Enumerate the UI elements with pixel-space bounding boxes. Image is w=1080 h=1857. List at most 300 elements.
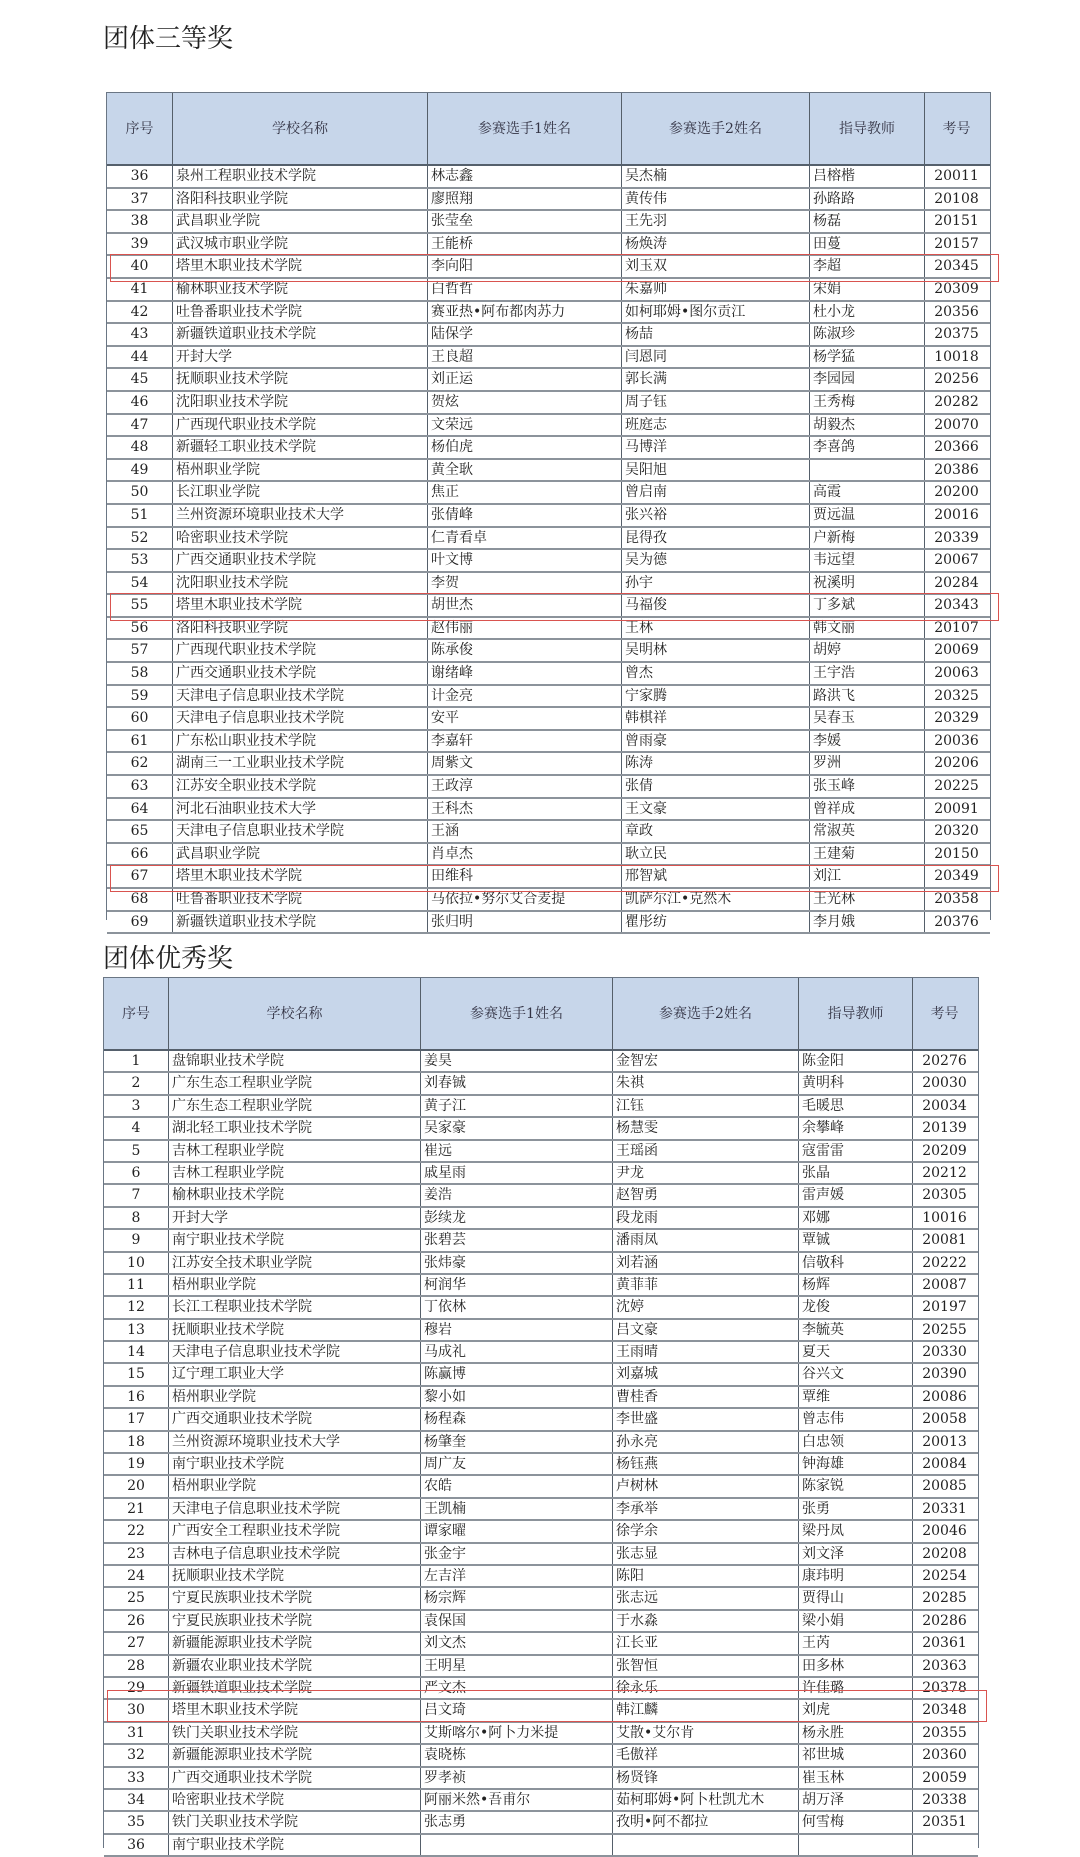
cell-advisor: 梁丹凤 bbox=[799, 1521, 913, 1541]
cell-player1: 黄子江 bbox=[421, 1096, 613, 1116]
cell-player2: 卢树林 bbox=[613, 1476, 799, 1496]
cell-advisor: 张晶 bbox=[799, 1163, 913, 1183]
cell-player2: 刘若涵 bbox=[613, 1253, 799, 1273]
table-row bbox=[107, 302, 990, 325]
cell-advisor: 王宇浩 bbox=[810, 663, 925, 684]
table-row bbox=[107, 369, 990, 392]
cell-advisor: 李月娥 bbox=[810, 912, 925, 933]
table-row bbox=[107, 324, 990, 347]
cell-player2: 王文豪 bbox=[622, 799, 810, 820]
cell-school: 广西交通职业技术学院 bbox=[169, 1409, 421, 1429]
cell-advisor: 刘江 bbox=[810, 866, 925, 887]
cell-exam-no: 20085 bbox=[922, 1478, 967, 1495]
table-row bbox=[104, 1118, 978, 1140]
cell-player2: 杨喆 bbox=[622, 324, 810, 345]
cell-player2: 朱嘉帅 bbox=[622, 279, 810, 300]
cell-advisor: 杨辉 bbox=[799, 1275, 913, 1295]
cell-advisor: 贾远温 bbox=[810, 505, 925, 526]
cell-advisor: 李园园 bbox=[810, 369, 925, 390]
cell-player1: 张莹垒 bbox=[428, 211, 622, 232]
cell-school: 梧州职业学院 bbox=[173, 460, 428, 481]
cell-seq: 13 bbox=[104, 1320, 169, 1340]
cell-player2: 孜明•阿不都拉 bbox=[613, 1812, 799, 1832]
cell-player2: 邢智斌 bbox=[622, 866, 810, 887]
cell-exam-no: 20375 bbox=[934, 326, 979, 343]
cell-player1: 吕文琦 bbox=[421, 1700, 613, 1720]
cell-advisor: 田多林 bbox=[799, 1656, 913, 1676]
cell-seq: 21 bbox=[104, 1499, 169, 1519]
cell-player2: 吕文豪 bbox=[613, 1320, 799, 1340]
cell-exam-no: 20059 bbox=[922, 1769, 967, 1786]
cell-advisor: 覃维 bbox=[799, 1387, 913, 1407]
table-row bbox=[104, 1208, 978, 1230]
cell-advisor: 张勇 bbox=[799, 1499, 913, 1519]
cell-player2: 曹桂香 bbox=[613, 1387, 799, 1407]
cell-player2: 曾雨豪 bbox=[622, 731, 810, 752]
cell-player2: 杨钰燕 bbox=[613, 1454, 799, 1474]
cell-advisor: 毛暖思 bbox=[799, 1096, 913, 1116]
cell-advisor: 高霞 bbox=[810, 482, 925, 503]
cell-school: 南宁职业技术学院 bbox=[169, 1835, 421, 1855]
cell-player1: 柯润华 bbox=[421, 1275, 613, 1295]
cell-player1: 农皓 bbox=[421, 1476, 613, 1496]
cell-exam-no: 20212 bbox=[922, 1164, 967, 1181]
cell-exam-no: 20331 bbox=[922, 1500, 967, 1517]
cell-seq: 48 bbox=[107, 437, 173, 458]
cell-seq: 5 bbox=[104, 1141, 169, 1161]
cell-player2: 杨慧雯 bbox=[613, 1118, 799, 1138]
cell-advisor: 李喜鸽 bbox=[810, 437, 925, 458]
table-row bbox=[104, 1835, 978, 1857]
cell-seq: 66 bbox=[107, 844, 173, 865]
cell-seq: 14 bbox=[104, 1342, 169, 1362]
cell-player1: 赵伟丽 bbox=[428, 618, 622, 639]
cell-player1: 张金宇 bbox=[421, 1544, 613, 1564]
table-row bbox=[104, 1566, 978, 1588]
cell-advisor: 刘虎 bbox=[799, 1700, 913, 1720]
column-header-school: 学校名称 bbox=[169, 978, 421, 1049]
table-row bbox=[107, 753, 990, 776]
table-row bbox=[104, 1544, 978, 1566]
cell-player2 bbox=[613, 1835, 799, 1855]
cell-school: 天津电子信息职业技术学院 bbox=[169, 1499, 421, 1519]
table-row bbox=[107, 460, 990, 483]
cell-player1: 赛亚热•阿布都肉苏力 bbox=[428, 302, 622, 323]
cell-player1: 王能桥 bbox=[428, 234, 622, 255]
cell-player1: 文荣远 bbox=[428, 415, 622, 436]
cell-exam-no: 10016 bbox=[922, 1209, 967, 1226]
cell-seq: 43 bbox=[107, 324, 173, 345]
cell-exam-no: 20363 bbox=[922, 1657, 967, 1674]
cell-seq: 52 bbox=[107, 528, 173, 549]
cell-player2: 王瑶函 bbox=[613, 1141, 799, 1161]
table-row bbox=[107, 799, 990, 822]
cell-player2: 艾散•艾尔肯 bbox=[613, 1723, 799, 1743]
cell-advisor: 杨学猛 bbox=[810, 347, 925, 368]
cell-exam-no: 20070 bbox=[934, 416, 979, 433]
table-row bbox=[107, 640, 990, 663]
cell-player1: 刘春铖 bbox=[421, 1073, 613, 1093]
cell-school: 江苏安全职业技术学院 bbox=[173, 776, 428, 797]
cell-seq: 36 bbox=[107, 166, 173, 187]
cell-player1: 崔远 bbox=[421, 1141, 613, 1161]
cell-player1 bbox=[421, 1835, 613, 1855]
cell-exam-no: 20036 bbox=[934, 732, 979, 749]
cell-advisor: 李超 bbox=[810, 256, 925, 277]
cell-advisor: 张玉峰 bbox=[810, 776, 925, 797]
cell-exam-no: 20208 bbox=[922, 1545, 967, 1562]
cell-advisor: 王秀梅 bbox=[810, 392, 925, 413]
cell-advisor: 韦远望 bbox=[810, 550, 925, 571]
cell-seq: 9 bbox=[104, 1230, 169, 1250]
column-header-school: 学校名称 bbox=[173, 93, 428, 164]
table-row bbox=[104, 1141, 978, 1163]
cell-school: 天津电子信息职业技术学院 bbox=[173, 686, 428, 707]
cell-exam-no: 20329 bbox=[934, 710, 979, 727]
cell-player2: 尹龙 bbox=[613, 1163, 799, 1183]
cell-player1: 杨伯虎 bbox=[428, 437, 622, 458]
cell-seq: 68 bbox=[107, 889, 173, 910]
cell-seq: 62 bbox=[107, 753, 173, 774]
cell-player1: 王政淳 bbox=[428, 776, 622, 797]
cell-seq: 47 bbox=[107, 415, 173, 436]
cell-exam-no: 20206 bbox=[934, 755, 979, 772]
cell-exam-no: 20087 bbox=[922, 1276, 967, 1293]
cell-seq: 29 bbox=[104, 1678, 169, 1698]
cell-seq: 8 bbox=[104, 1208, 169, 1228]
cell-player1: 张志勇 bbox=[421, 1812, 613, 1832]
cell-advisor: 覃铖 bbox=[799, 1230, 913, 1250]
cell-player2: 王雨晴 bbox=[613, 1342, 799, 1362]
cell-seq: 67 bbox=[107, 866, 173, 887]
cell-player1: 刘正运 bbox=[428, 369, 622, 390]
cell-advisor: 何雪梅 bbox=[799, 1812, 913, 1832]
table-row bbox=[107, 550, 990, 573]
cell-seq: 64 bbox=[107, 799, 173, 820]
cell-player1: 李贺 bbox=[428, 573, 622, 594]
table-row bbox=[107, 392, 990, 415]
cell-player2: 赵智勇 bbox=[613, 1185, 799, 1205]
cell-player1: 艾斯喀尔•阿卜力米提 bbox=[421, 1723, 613, 1743]
cell-advisor: 宋娟 bbox=[810, 279, 925, 300]
table-row bbox=[107, 415, 990, 438]
cell-seq: 11 bbox=[104, 1275, 169, 1295]
table-row bbox=[104, 1812, 978, 1834]
table-row bbox=[104, 1454, 978, 1476]
cell-school: 沈阳职业技术学院 bbox=[173, 573, 428, 594]
cell-player1: 焦正 bbox=[428, 482, 622, 503]
table-row bbox=[104, 1185, 978, 1207]
third-prize-table bbox=[106, 92, 991, 930]
cell-exam-no: 20016 bbox=[934, 506, 979, 523]
cell-player2: 张志远 bbox=[613, 1588, 799, 1608]
cell-school: 新疆铁道职业技术学院 bbox=[173, 324, 428, 345]
cell-advisor bbox=[810, 460, 925, 481]
cell-advisor: 曾祥成 bbox=[810, 799, 925, 820]
cell-advisor: 田蔓 bbox=[810, 234, 925, 255]
table-row bbox=[107, 482, 990, 505]
cell-player2: 黄传伟 bbox=[622, 189, 810, 210]
cell-school: 盘锦职业技术学院 bbox=[169, 1051, 421, 1071]
cell-seq: 15 bbox=[104, 1364, 169, 1384]
cell-seq: 3 bbox=[104, 1096, 169, 1116]
cell-player1: 廖照翔 bbox=[428, 189, 622, 210]
cell-player1: 袁保国 bbox=[421, 1611, 613, 1631]
cell-school: 广西交通职业技术学院 bbox=[173, 663, 428, 684]
cell-exam-no: 20366 bbox=[934, 439, 979, 456]
cell-school: 广东生态工程职业学院 bbox=[169, 1073, 421, 1093]
cell-advisor: 许佳璐 bbox=[799, 1678, 913, 1698]
cell-exam-no: 20069 bbox=[934, 642, 979, 659]
cell-school: 湖北轻工职业技术学院 bbox=[169, 1118, 421, 1138]
cell-exam-no: 20360 bbox=[922, 1747, 967, 1764]
cell-exam-no: 20200 bbox=[934, 484, 979, 501]
cell-advisor: 祁世城 bbox=[799, 1745, 913, 1765]
cell-school: 开封大学 bbox=[173, 347, 428, 368]
cell-player1: 袁晓栋 bbox=[421, 1745, 613, 1765]
cell-player1: 姜浩 bbox=[421, 1185, 613, 1205]
cell-player1: 丁依林 bbox=[421, 1297, 613, 1317]
cell-school: 新疆能源职业技术学院 bbox=[169, 1745, 421, 1765]
cell-seq: 32 bbox=[104, 1745, 169, 1765]
table-row bbox=[107, 776, 990, 799]
cell-advisor: 贾得山 bbox=[799, 1588, 913, 1608]
cell-exam-no: 20320 bbox=[934, 823, 979, 840]
table-row bbox=[104, 1364, 978, 1386]
cell-seq: 26 bbox=[104, 1611, 169, 1631]
cell-advisor: 钟海雄 bbox=[799, 1454, 913, 1474]
cell-seq: 35 bbox=[104, 1812, 169, 1832]
cell-player1: 张碧芸 bbox=[421, 1230, 613, 1250]
cell-player1: 周紫文 bbox=[428, 753, 622, 774]
cell-player2: 陈阳 bbox=[613, 1566, 799, 1586]
cell-advisor: 路洪飞 bbox=[810, 686, 925, 707]
cell-advisor: 雷声媛 bbox=[799, 1185, 913, 1205]
cell-seq: 58 bbox=[107, 663, 173, 684]
cell-seq: 42 bbox=[107, 302, 173, 323]
cell-school: 广西安全工程职业技术学院 bbox=[169, 1521, 421, 1541]
cell-school: 湖南三一工业职业技术学院 bbox=[173, 753, 428, 774]
cell-seq: 50 bbox=[107, 482, 173, 503]
cell-school: 吉林工程职业学院 bbox=[169, 1141, 421, 1161]
cell-school: 塔里木职业技术学院 bbox=[173, 595, 428, 616]
cell-player2: 潘雨凤 bbox=[613, 1230, 799, 1250]
cell-exam-no: 20338 bbox=[922, 1791, 967, 1808]
table-row bbox=[107, 234, 990, 257]
cell-player2: 韩江麟 bbox=[613, 1700, 799, 1720]
column-header-player1: 参赛选手1姓名 bbox=[421, 978, 613, 1049]
cell-player2: 沈婷 bbox=[613, 1297, 799, 1317]
cell-player2: 李世盛 bbox=[613, 1409, 799, 1429]
cell-school: 宁夏民族职业技术学院 bbox=[169, 1611, 421, 1631]
cell-player1: 陈赢博 bbox=[421, 1364, 613, 1384]
cell-advisor: 龙俊 bbox=[799, 1297, 913, 1317]
cell-advisor: 王建菊 bbox=[810, 844, 925, 865]
cell-player1: 王明星 bbox=[421, 1656, 613, 1676]
cell-advisor: 罗洲 bbox=[810, 753, 925, 774]
cell-school: 新疆能源职业技术学院 bbox=[169, 1633, 421, 1653]
table-row bbox=[104, 1163, 978, 1185]
cell-advisor: 户新梅 bbox=[810, 528, 925, 549]
cell-exam-no: 20386 bbox=[934, 461, 979, 478]
table-header bbox=[107, 93, 990, 166]
cell-exam-no: 20086 bbox=[922, 1388, 967, 1405]
cell-advisor: 寇雷雷 bbox=[799, 1141, 913, 1161]
column-header-player1: 参赛选手1姓名 bbox=[428, 93, 622, 164]
cell-player1: 张归明 bbox=[428, 912, 622, 933]
cell-exam-no: 20091 bbox=[934, 800, 979, 817]
cell-school: 抚顺职业技术学院 bbox=[169, 1566, 421, 1586]
column-header-seq: 序号 bbox=[104, 978, 169, 1049]
cell-advisor: 梁小娟 bbox=[799, 1611, 913, 1631]
cell-seq: 44 bbox=[107, 347, 173, 368]
cell-player2: 黄菲菲 bbox=[613, 1275, 799, 1295]
table-row bbox=[104, 1476, 978, 1498]
table-row bbox=[107, 889, 990, 912]
cell-seq: 17 bbox=[104, 1409, 169, 1429]
cell-seq: 19 bbox=[104, 1454, 169, 1474]
cell-advisor: 祝溪明 bbox=[810, 573, 925, 594]
cell-school: 天津电子信息职业技术学院 bbox=[169, 1342, 421, 1362]
table-row bbox=[104, 1275, 978, 1297]
cell-advisor: 陈淑珍 bbox=[810, 324, 925, 345]
column-header-player2: 参赛选手2姓名 bbox=[622, 93, 810, 164]
cell-school: 江苏安全技术职业学院 bbox=[169, 1253, 421, 1273]
cell-school: 兰州资源环境职业技术大学 bbox=[173, 505, 428, 526]
excellence-prize-table bbox=[103, 977, 979, 1853]
cell-school: 榆林职业技术学院 bbox=[173, 279, 428, 300]
cell-player2: 周子钰 bbox=[622, 392, 810, 413]
cell-advisor: 王光林 bbox=[810, 889, 925, 910]
table-row bbox=[104, 1499, 978, 1521]
cell-school: 哈密职业技术学院 bbox=[173, 528, 428, 549]
cell-player1: 陈承俊 bbox=[428, 640, 622, 661]
cell-player2: 宁家腾 bbox=[622, 686, 810, 707]
cell-player1: 李嘉轩 bbox=[428, 731, 622, 752]
cell-advisor: 杜小龙 bbox=[810, 302, 925, 323]
cell-exam-no: 20013 bbox=[922, 1433, 967, 1450]
cell-school: 新疆铁道职业技术学院 bbox=[173, 912, 428, 933]
cell-school: 辽宁理工职业大学 bbox=[169, 1364, 421, 1384]
table-row bbox=[107, 663, 990, 686]
table-row bbox=[104, 1432, 978, 1454]
cell-player2: 吴杰楠 bbox=[622, 166, 810, 187]
table-row bbox=[104, 1297, 978, 1319]
cell-player2: 徐学余 bbox=[613, 1521, 799, 1541]
cell-advisor: 谷兴文 bbox=[799, 1364, 913, 1384]
cell-player1: 安平 bbox=[428, 708, 622, 729]
cell-player1: 马成礼 bbox=[421, 1342, 613, 1362]
cell-school: 河北石油职业技术大学 bbox=[173, 799, 428, 820]
cell-advisor: 吕榕楷 bbox=[810, 166, 925, 187]
cell-school: 塔里木职业技术学院 bbox=[173, 866, 428, 887]
table-row bbox=[104, 1633, 978, 1655]
cell-exam-no: 20108 bbox=[934, 190, 979, 207]
cell-seq: 39 bbox=[107, 234, 173, 255]
cell-seq: 57 bbox=[107, 640, 173, 661]
cell-advisor: 陈家锐 bbox=[799, 1476, 913, 1496]
cell-exam-no: 20286 bbox=[922, 1612, 967, 1629]
cell-exam-no: 20011 bbox=[934, 168, 979, 184]
cell-school: 哈密职业技术学院 bbox=[169, 1790, 421, 1810]
cell-player2: 段龙雨 bbox=[613, 1208, 799, 1228]
cell-player2: 韩棋祥 bbox=[622, 708, 810, 729]
cell-school: 广西交通职业技术学院 bbox=[169, 1768, 421, 1788]
cell-school: 广东松山职业技术学院 bbox=[173, 731, 428, 752]
cell-player1: 张倩峰 bbox=[428, 505, 622, 526]
column-header-exam-no: 考号 bbox=[942, 120, 971, 137]
cell-advisor: 刘文泽 bbox=[799, 1544, 913, 1564]
table-row bbox=[107, 166, 990, 189]
cell-seq: 46 bbox=[107, 392, 173, 413]
cell-exam-no: 20150 bbox=[934, 845, 979, 862]
cell-advisor: 曾志伟 bbox=[799, 1409, 913, 1429]
cell-player1: 谭家曜 bbox=[421, 1521, 613, 1541]
cell-exam-no: 20157 bbox=[934, 235, 979, 252]
cell-school: 新疆铁道职业技术学院 bbox=[169, 1678, 421, 1698]
cell-exam-no: 20084 bbox=[922, 1456, 967, 1473]
table-row bbox=[107, 279, 990, 302]
cell-exam-no: 20255 bbox=[922, 1321, 967, 1338]
cell-advisor bbox=[799, 1835, 913, 1855]
cell-player2: 陈涛 bbox=[622, 753, 810, 774]
cell-player2: 张智恒 bbox=[613, 1656, 799, 1676]
table-row bbox=[107, 595, 990, 618]
cell-exam-no: 20058 bbox=[922, 1411, 967, 1428]
cell-exam-no: 20030 bbox=[922, 1075, 967, 1092]
cell-seq: 51 bbox=[107, 505, 173, 526]
cell-exam-no: 20034 bbox=[922, 1097, 967, 1114]
cell-player2: 江长亚 bbox=[613, 1633, 799, 1653]
cell-player2: 吴明林 bbox=[622, 640, 810, 661]
cell-exam-no: 20063 bbox=[934, 665, 979, 682]
section-title-excellence-prize: 团体优秀奖 bbox=[103, 944, 234, 974]
cell-player2: 曾杰 bbox=[622, 663, 810, 684]
cell-advisor: 余攀峰 bbox=[799, 1118, 913, 1138]
cell-advisor: 胡万泽 bbox=[799, 1790, 913, 1810]
table-row bbox=[107, 731, 990, 754]
cell-school: 吉林电子信息职业技术学院 bbox=[169, 1544, 421, 1564]
cell-seq: 25 bbox=[104, 1588, 169, 1608]
cell-player2: 如柯耶姆•图尔贡江 bbox=[622, 302, 810, 323]
cell-player1: 刘文杰 bbox=[421, 1633, 613, 1653]
cell-seq: 36 bbox=[104, 1835, 169, 1855]
cell-exam-no: 20254 bbox=[922, 1567, 967, 1584]
cell-exam-no: 20361 bbox=[922, 1635, 967, 1652]
cell-seq: 28 bbox=[104, 1656, 169, 1676]
cell-player1: 张炜豪 bbox=[421, 1253, 613, 1273]
column-header-seq: 序号 bbox=[107, 93, 173, 164]
cell-seq: 34 bbox=[104, 1790, 169, 1810]
cell-advisor: 夏天 bbox=[799, 1342, 913, 1362]
cell-school: 抚顺职业技术学院 bbox=[169, 1320, 421, 1340]
table-row bbox=[104, 1611, 978, 1633]
cell-school: 长江职业学院 bbox=[173, 482, 428, 503]
table-row bbox=[107, 618, 990, 641]
cell-exam-no: 20305 bbox=[922, 1187, 967, 1204]
cell-advisor: 李媛 bbox=[810, 731, 925, 752]
cell-school: 铁门关职业技术学院 bbox=[169, 1812, 421, 1832]
cell-player2: 马博洋 bbox=[622, 437, 810, 458]
cell-school: 武昌职业学院 bbox=[173, 211, 428, 232]
cell-exam-no: 20256 bbox=[934, 371, 979, 388]
cell-player2: 刘玉双 bbox=[622, 256, 810, 277]
cell-school: 梧州职业学院 bbox=[169, 1387, 421, 1407]
cell-seq: 12 bbox=[104, 1297, 169, 1317]
cell-school: 武汉城市职业学院 bbox=[173, 234, 428, 255]
column-header-advisor: 指导教师 bbox=[799, 978, 913, 1049]
cell-school: 宁夏民族职业技术学院 bbox=[169, 1588, 421, 1608]
